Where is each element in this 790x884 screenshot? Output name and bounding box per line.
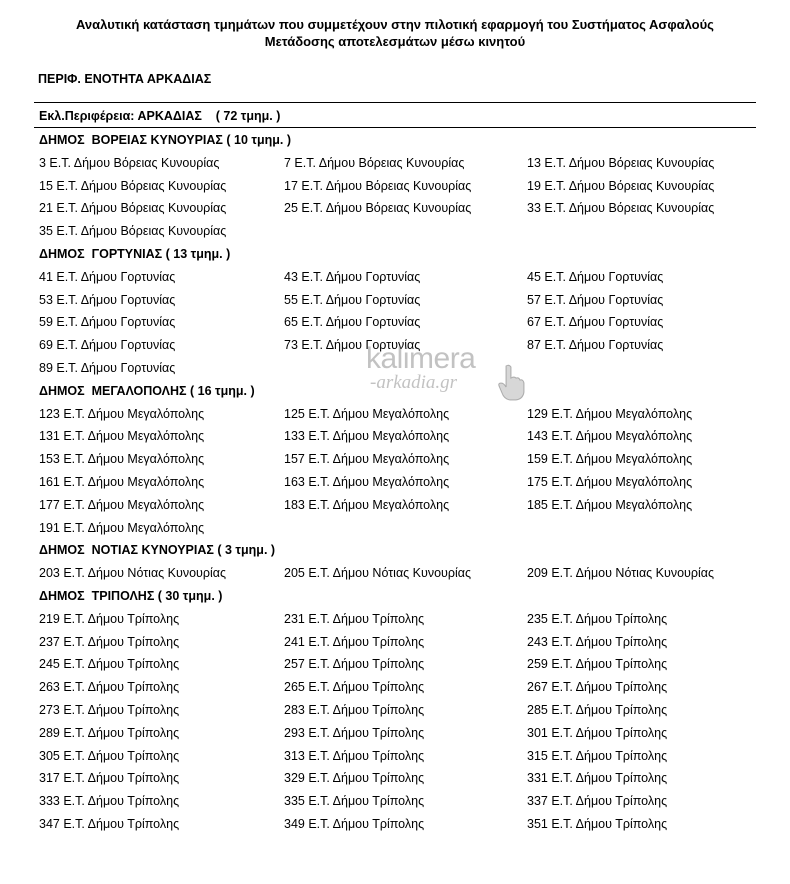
station-entry: 259 Ε.Τ. Δήμου Τρίπολης <box>527 657 668 672</box>
municipality-header: ΔΗΜΟΣ ΒΟΡΕΙΑΣ ΚΥΝΟΥΡΙΑΣ ( 10 τμημ. ) <box>39 133 292 147</box>
station-row <box>39 471 769 494</box>
station-row <box>39 813 769 836</box>
station-row <box>39 289 769 312</box>
station-entry: 7 Ε.Τ. Δήμου Βόρειας Κυνουρίας <box>284 155 465 170</box>
station-entry: 335 Ε.Τ. Δήμου Τρίπολης <box>284 794 425 809</box>
station-row <box>39 425 769 448</box>
station-entry: 13 Ε.Τ. Δήμου Βόρειας Κυνουρίας <box>527 155 715 170</box>
station-row <box>39 494 769 517</box>
station-entry: 17 Ε.Τ. Δήμου Βόρειας Κυνουρίας <box>284 178 472 193</box>
station-row <box>39 676 769 699</box>
station-row <box>39 175 769 198</box>
station-row <box>39 197 769 220</box>
station-entry: 89 Ε.Τ. Δήμου Γορτυνίας <box>39 360 176 375</box>
station-entry: 349 Ε.Τ. Δήμου Τρίπολης <box>284 816 425 831</box>
station-entry: 57 Ε.Τ. Δήμου Γορτυνίας <box>527 292 664 307</box>
station-entry: 163 Ε.Τ. Δήμου Μεγαλόπολης <box>284 474 450 489</box>
station-entry: 33 Ε.Τ. Δήμου Βόρειας Κυνουρίας <box>527 201 715 216</box>
station-row <box>39 403 769 426</box>
station-entry: 203 Ε.Τ. Δήμου Νότιας Κυνουρίας <box>39 566 227 581</box>
station-entry: 257 Ε.Τ. Δήμου Τρίπολης <box>284 657 425 672</box>
station-entry: 209 Ε.Τ. Δήμου Νότιας Κυνουρίας <box>527 566 715 581</box>
station-entry: 65 Ε.Τ. Δήμου Γορτυνίας <box>284 315 421 330</box>
station-entry: 59 Ε.Τ. Δήμου Γορτυνίας <box>39 315 176 330</box>
station-entry: 231 Ε.Τ. Δήμου Τρίπολης <box>284 611 425 626</box>
station-row <box>39 608 769 631</box>
station-row <box>39 767 769 790</box>
station-entry: 69 Ε.Τ. Δήμου Γορτυνίας <box>39 338 176 353</box>
municipality-header: ΔΗΜΟΣ ΝΟΤΙΑΣ ΚΥΝΟΥΡΙΑΣ ( 3 τμημ. ) <box>39 543 276 558</box>
station-entry: 53 Ε.Τ. Δήμου Γορτυνίας <box>39 292 176 307</box>
station-listing <box>39 129 769 836</box>
station-row <box>39 745 769 768</box>
station-entry: 19 Ε.Τ. Δήμου Βόρειας Κυνουρίας <box>527 178 715 193</box>
station-entry: 263 Ε.Τ. Δήμου Τρίπολης <box>39 680 180 695</box>
station-entry: 265 Ε.Τ. Δήμου Τρίπολης <box>284 680 425 695</box>
station-entry: 159 Ε.Τ. Δήμου Μεγαλόπολης <box>527 452 693 467</box>
station-entry: 73 Ε.Τ. Δήμου Γορτυνίας <box>284 338 421 353</box>
watermark-subtext: -arkadia.gr <box>370 372 458 393</box>
station-entry: 133 Ε.Τ. Δήμου Μεγαλόπολης <box>284 429 450 444</box>
watermark-text: kalimera <box>366 342 476 375</box>
station-entry: 285 Ε.Τ. Δήμου Τρίπολης <box>527 702 668 717</box>
station-entry: 161 Ε.Τ. Δήμου Μεγαλόπολης <box>39 474 205 489</box>
station-row <box>39 562 769 585</box>
station-entry: 289 Ε.Τ. Δήμου Τρίπολης <box>39 725 180 740</box>
station-row <box>39 722 769 745</box>
title-line-1: Αναλυτική κατάσταση τμημάτων που συμμετέχουν στην πιλοτική εφαρμογή του Συστήματος Ασφαλούς <box>76 17 714 32</box>
station-row <box>39 220 769 243</box>
station-row <box>39 790 769 813</box>
station-entry: 273 Ε.Τ. Δήμου Τρίπολης <box>39 702 180 717</box>
station-entry: 87 Ε.Τ. Δήμου Γορτυνίας <box>527 338 664 353</box>
station-entry: 329 Ε.Τ. Δήμου Τρίπολης <box>284 771 425 786</box>
station-entry: 305 Ε.Τ. Δήμου Τρίπολης <box>39 748 180 763</box>
station-entry: 35 Ε.Τ. Δήμου Βόρειας Κυνουρίας <box>39 224 227 239</box>
station-entry: 177 Ε.Τ. Δήμου Μεγαλόπολης <box>39 497 205 512</box>
station-row <box>39 334 769 357</box>
station-entry: 67 Ε.Τ. Δήμου Γορτυνίας <box>527 315 664 330</box>
station-entry: 333 Ε.Τ. Δήμου Τρίπολης <box>39 794 180 809</box>
station-entry: 21 Ε.Τ. Δήμου Βόρειας Κυνουρίας <box>39 201 227 216</box>
station-entry: 331 Ε.Τ. Δήμου Τρίπολης <box>527 771 668 786</box>
station-entry: 43 Ε.Τ. Δήμου Γορτυνίας <box>284 269 421 284</box>
station-entry: 125 Ε.Τ. Δήμου Μεγαλόπολης <box>284 406 450 421</box>
station-entry: 153 Ε.Τ. Δήμου Μεγαλόπολης <box>39 452 205 467</box>
station-entry: 205 Ε.Τ. Δήμου Νότιας Κυνουρίας <box>284 566 472 581</box>
station-entry: 267 Ε.Τ. Δήμου Τρίπολης <box>527 680 668 695</box>
station-entry: 347 Ε.Τ. Δήμου Τρίπολης <box>39 816 180 831</box>
municipality-header: ΔΗΜΟΣ ΜΕΓΑΛΟΠΟΛΗΣ ( 16 τμημ. ) <box>39 383 255 398</box>
station-entry: 351 Ε.Τ. Δήμου Τρίπολης <box>527 816 668 831</box>
station-entry: 45 Ε.Τ. Δήμου Γορτυνίας <box>527 269 664 284</box>
station-entry: 317 Ε.Τ. Δήμου Τρίπολης <box>39 771 180 786</box>
station-entry: 243 Ε.Τ. Δήμου Τρίπολης <box>527 634 668 649</box>
station-entry: 143 Ε.Τ. Δήμου Μεγαλόπολης <box>527 429 693 444</box>
bottom-divider <box>34 127 756 128</box>
station-entry: 123 Ε.Τ. Δήμου Μεγαλόπολης <box>39 406 205 421</box>
station-entry: 293 Ε.Τ. Δήμου Τρίπολης <box>284 725 425 740</box>
station-entry: 191 Ε.Τ. Δήμου Μεγαλόπολης <box>39 520 205 535</box>
station-row <box>39 653 769 676</box>
electoral-district-heading: Εκλ.Περιφέρεια: ΑΡΚΑΔΙΑΣ ( 72 τμημ. ) <box>39 109 281 123</box>
station-entry: 185 Ε.Τ. Δήμου Μεγαλόπολης <box>527 497 693 512</box>
station-entry: 41 Ε.Τ. Δήμου Γορτυνίας <box>39 269 176 284</box>
station-entry: 337 Ε.Τ. Δήμου Τρίπολης <box>527 794 668 809</box>
top-divider <box>34 102 756 103</box>
station-entry: 235 Ε.Τ. Δήμου Τρίπολης <box>527 611 668 626</box>
station-row <box>39 631 769 654</box>
title-line-2: Μετάδοσης αποτελεσμάτων μέσω κινητού <box>264 34 526 49</box>
station-entry: 175 Ε.Τ. Δήμου Μεγαλόπολης <box>527 474 693 489</box>
station-entry: 15 Ε.Τ. Δήμου Βόρειας Κυνουρίας <box>39 178 227 193</box>
station-row <box>39 266 769 289</box>
station-entry: 25 Ε.Τ. Δήμου Βόρειας Κυνουρίας <box>284 201 472 216</box>
station-entry: 283 Ε.Τ. Δήμου Τρίπολης <box>284 702 425 717</box>
station-entry: 313 Ε.Τ. Δήμου Τρίπολης <box>284 748 425 763</box>
station-entry: 131 Ε.Τ. Δήμου Μεγαλόπολης <box>39 429 205 444</box>
station-row <box>39 448 769 471</box>
station-entry: 219 Ε.Τ. Δήμου Τρίπολης <box>39 611 180 626</box>
station-row <box>39 311 769 334</box>
document-title <box>0 16 790 50</box>
station-entry: 315 Ε.Τ. Δήμου Τρίπολης <box>527 748 668 763</box>
station-row <box>39 152 769 175</box>
municipality-header: ΔΗΜΟΣ ΓΟΡΤΥΝΙΑΣ ( 13 τμημ. ) <box>39 246 231 261</box>
municipality-header: ΔΗΜΟΣ ΤΡΙΠΟΛΗΣ ( 30 τμημ. ) <box>39 588 223 603</box>
station-row <box>39 517 769 540</box>
station-entry: 157 Ε.Τ. Δήμου Μεγαλόπολης <box>284 452 450 467</box>
station-entry: 245 Ε.Τ. Δήμου Τρίπολης <box>39 657 180 672</box>
region-heading: ΠΕΡΙΦ. ΕΝΟΤΗΤΑ ΑΡΚΑΔΙΑΣ <box>38 72 212 86</box>
station-entry: 55 Ε.Τ. Δήμου Γορτυνίας <box>284 292 421 307</box>
station-entry: 183 Ε.Τ. Δήμου Μεγαλόπολης <box>284 497 450 512</box>
station-row <box>39 357 769 380</box>
station-entry: 241 Ε.Τ. Δήμου Τρίπολης <box>284 634 425 649</box>
station-row <box>39 699 769 722</box>
station-entry: 129 Ε.Τ. Δήμου Μεγαλόπολης <box>527 406 693 421</box>
station-entry: 3 Ε.Τ. Δήμου Βόρειας Κυνουρίας <box>39 155 220 170</box>
station-entry: 237 Ε.Τ. Δήμου Τρίπολης <box>39 634 180 649</box>
station-entry: 301 Ε.Τ. Δήμου Τρίπολης <box>527 725 668 740</box>
